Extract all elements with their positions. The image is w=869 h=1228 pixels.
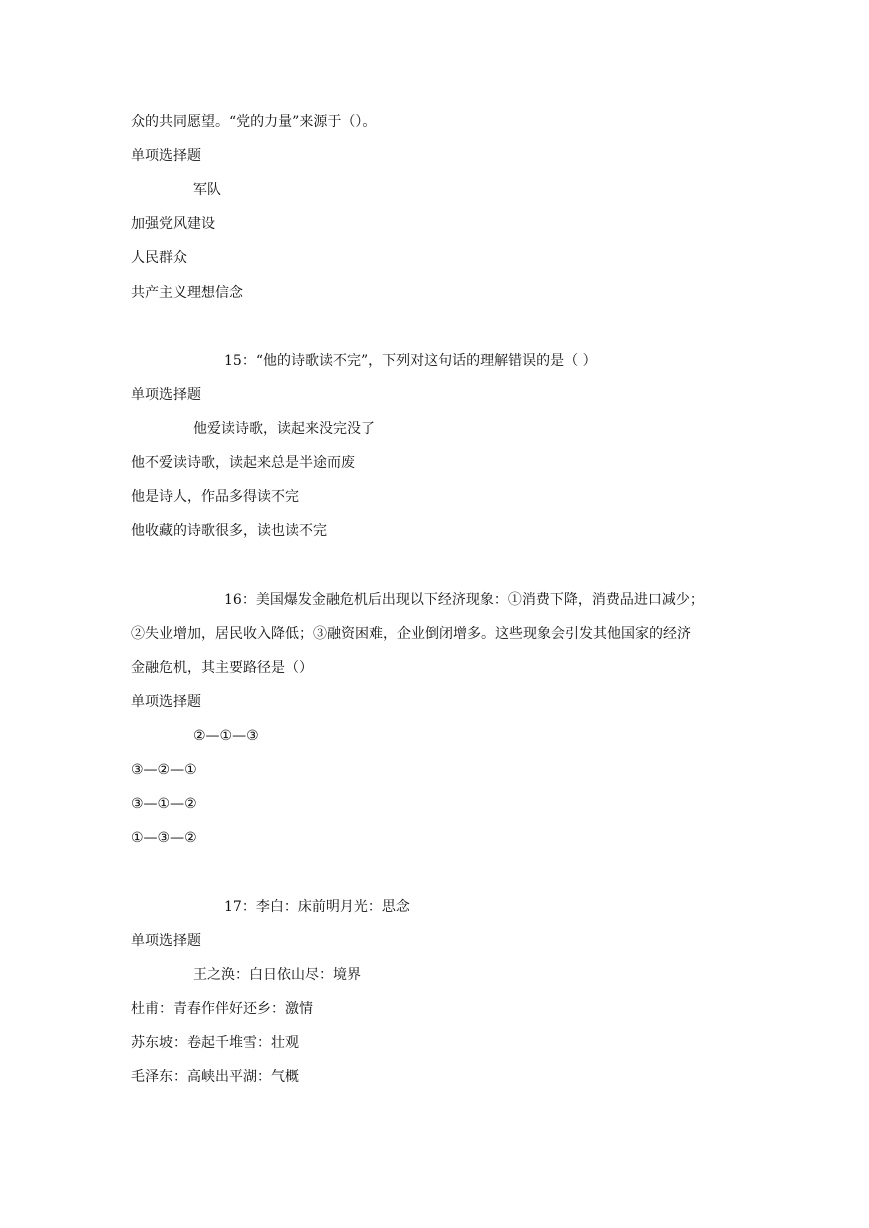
question-16-option-c: ③—①—② — [131, 796, 197, 812]
question-15-option-a: 他爱读诗歌，读起来没完没了 — [193, 421, 375, 437]
question-14-type: 单项选择题 — [131, 148, 201, 164]
question-15-option-d: 他收藏的诗歌很多，读也读不完 — [131, 523, 327, 539]
question-15-type: 单项选择题 — [131, 387, 201, 403]
question-16-option-a: ②—①—③ — [193, 728, 259, 744]
question-16-stem-line-2: ②失业增加，居民收入降低；③融资困难，企业倒闭增多。这些现象会引发其他国家的经济 — [131, 626, 691, 642]
question-14-option-a: 军队 — [193, 182, 221, 198]
question-17-option-c: 苏东坡：卷起千堆雪：壮观 — [131, 1035, 299, 1051]
question-16-type: 单项选择题 — [131, 694, 201, 710]
question-17-stem: 17：李白：床前明月光：思念 — [224, 899, 410, 915]
question-15-stem: 15：“他的诗歌读不完”，下列对这句话的理解错误的是（ ） — [224, 353, 597, 369]
question-14-option-b: 加强党风建设 — [131, 216, 215, 232]
question-14-option-c: 人民群众 — [131, 250, 187, 266]
question-14-stem: 众的共同愿望。“党的力量”来源于（）。 — [131, 114, 377, 130]
question-16-stem-line-1: 16：美国爆发金融危机后出现以下经济现象：①消费下降，消费品进口减少； — [224, 592, 704, 608]
question-14-option-d: 共产主义理想信念 — [131, 285, 243, 301]
question-16-option-d: ①—③—② — [131, 830, 197, 846]
question-17-option-a: 王之涣：白日依山尽：境界 — [193, 967, 361, 983]
question-17-option-b: 杜甫：青春作伴好还乡：激情 — [131, 1001, 313, 1017]
question-16-option-b: ③—②—① — [131, 762, 197, 778]
question-15-option-b: 他不爱读诗歌，读起来总是半途而废 — [131, 455, 355, 471]
question-17-option-d: 毛泽东：高峡出平湖：气概 — [131, 1069, 299, 1085]
question-15-option-c: 他是诗人，作品多得读不完 — [131, 489, 299, 505]
question-17-type: 单项选择题 — [131, 933, 201, 949]
question-16-stem-line-3: 金融危机，其主要路径是（） — [131, 660, 313, 676]
